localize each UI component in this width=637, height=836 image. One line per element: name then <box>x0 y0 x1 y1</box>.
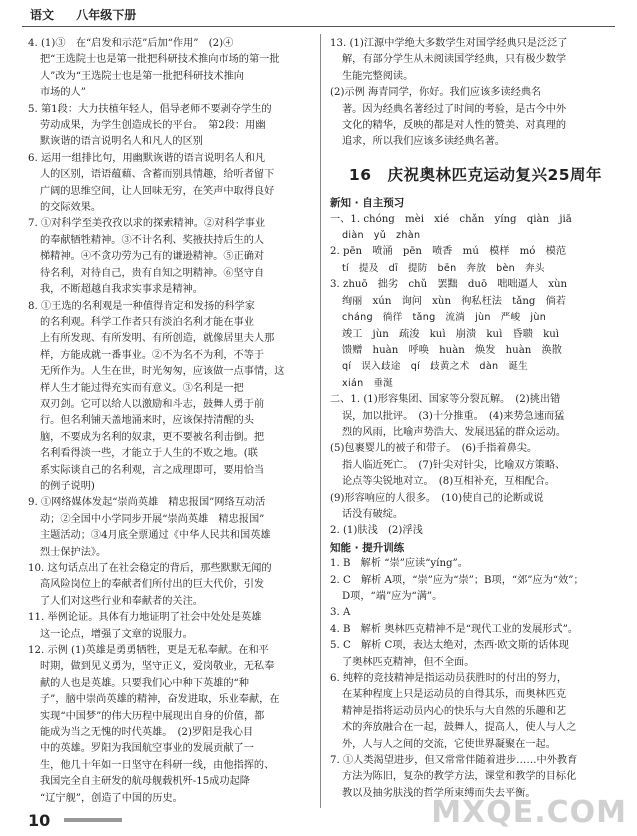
text-line: 追求，所以我们应该多读经典名著。 <box>342 136 505 148</box>
text-line: 我国完全自主研发的航母舰载机歼-15成功起降 <box>40 776 250 788</box>
text-line: 名利看得淡一些，才能立于人生的不败之地。(联 <box>40 448 258 460</box>
text-line: 行。但名利铺天盖地涌来时，应该保持清醒的头 <box>40 415 254 427</box>
text-line: 术的奔放融合在一起，鼓舞人，提高人，使人与人之 <box>342 722 577 734</box>
text-line: 的名利观。科学工作者只有淡泊名利才能在事业 <box>40 316 254 328</box>
text-line: 指人临近死亡。 (7)针尖对针尖，比喻双方策略、 <box>342 459 566 471</box>
text-line: 竣工 jùn 疏浚 kuì 崩溃 kuì 昏聩 kuì <box>342 328 560 340</box>
text-line: 劳动成果，为学生创造成长的平台。 第2段：用幽 <box>40 120 266 132</box>
text-line: 的奉献牺牲精神。③不计名利、奖掖扶持后生的人 <box>40 234 265 246</box>
column-divider <box>320 34 321 808</box>
text-line: 方法为陈旧，复杂的教学方法，课堂和教学的目标化 <box>342 771 577 783</box>
right-column <box>330 36 621 802</box>
text-line: 人”改为“王选院士也是第一批把科研技术推向 <box>40 70 244 82</box>
text-line: 6. 纯粹的竞技精神是指运动员获胜时的付出的努力， <box>330 673 568 685</box>
text-line: (9)形容响应的人很多。 (10)使自己的论断或说 <box>330 492 544 504</box>
text-line: 样，方能成就一番事业。②不为名不为利，不等于 <box>40 349 265 361</box>
text-line: 能成为当之无愧的时代英雄。 (2)罗阳是我心目 <box>40 727 254 739</box>
text-line: 默诙谐的语言说明名人和凡人的区别 <box>40 136 203 148</box>
preview-answers <box>330 212 621 540</box>
text-line: 待名利，对待自己，贵有自知之明精神。⑥坚守自 <box>40 267 265 279</box>
text-line: qí 误入歧途 qí 歧黄之术 dàn 诞生 <box>342 361 529 373</box>
text-line: 生，他几十年如一日坚守在科研一线，由他指挥的、 <box>40 759 275 771</box>
text-line: 的例子说明) <box>40 480 95 492</box>
text-line: 生能完整阅读。 <box>342 70 414 82</box>
text-line: 4. B 解析 奥林匹克精神不是“现代工业的发展形式”。 <box>330 623 579 635</box>
footer-bar <box>64 818 122 822</box>
text-line: 广阔的思维空间，让人回味无穷，在笑声中取得良好 <box>40 185 275 197</box>
text-line: 上有所发现、有所发明、有所创造，就像居里夫人那 <box>40 333 275 345</box>
text-line: 话没有破绽。 <box>342 508 404 520</box>
subsection-training: 知能 · 提升训练 <box>330 541 405 554</box>
training-answers <box>330 556 621 802</box>
text-line: xián 垂涎 <box>342 377 394 389</box>
text-line: 系实际谈自己的名利观，言之成理即可，要用恰当 <box>40 464 265 476</box>
text-line: 的交际效果。 <box>40 202 102 214</box>
text-line: 了奥林匹克精神，但不全面。 <box>342 656 475 668</box>
text-line: (5)包裹婴儿的被子和带子。 (6)手指着鼻尖。 <box>330 443 538 455</box>
text-line: 这一论点，增强了文章的说服力。 <box>40 628 193 640</box>
text-line: 脑，不要成为名利的奴隶，更不要被名利击倒。把 <box>40 431 265 443</box>
text-line: 2. C 解析 A项，“崇”应为“崇”；B项，“郊”应为“效”； <box>330 574 584 586</box>
text-line: 解，有部分学生从未阅读国学经典，只有极少数学 <box>342 54 567 66</box>
text-line: 7. ①对科学至美孜孜以求的探索精神。②对科学事业 <box>28 218 266 230</box>
text-line: 7. ①人类渴望进步，但又常常伴随着进步……中外教育 <box>330 755 578 767</box>
text-line: 9. ①网络媒体发起“崇尚英雄 精忠报国”网络互动活 <box>28 497 266 509</box>
left-column <box>28 36 319 807</box>
text-line: 1. B 解析 “崇”应读“yíng”。 <box>330 558 468 570</box>
text-line: 中的英雄。罗阳为我国航空事业的发展贡献了一 <box>40 743 254 755</box>
text-line: 教以及抽劣肤浅的哲学所束缚而失去平衡。 <box>342 787 536 799</box>
text-line: 把“王选院士也是第一批把科研技术推向市场的第一批 <box>40 54 280 66</box>
text-line: 实现“中国梦”的伟大历程中展现出自身的价值，都 <box>40 710 265 722</box>
text-line: “辽宁舰”，创造了中国的历史。 <box>40 792 183 804</box>
text-line: 6. 运用一组排比句，用幽默诙谐的语言说明名人和凡 <box>28 152 266 164</box>
text-line: 无所作为。人生在世，时光匆匆，应该做一点事情，这 <box>40 366 285 378</box>
answer-block-13 <box>330 36 621 151</box>
text-line: 高风险岗位上的奉献者们所付出的巨大代价，引发 <box>40 579 265 591</box>
text-line: 二、1. (1)形容集团、国家等分裂瓦解。 (2)挑出错 <box>330 394 561 406</box>
text-line: 2. (1)肤浅 (2)浮浅 <box>330 525 423 537</box>
text-line: 时期，做到见义勇为，坚守正义，爱岗敬业，无私奉 <box>40 661 275 673</box>
text-line: 在某种程度上只是运动员的自得其乐，而奥林匹克 <box>342 689 567 701</box>
text-line: 双刃剑。它可以给人以激励和斗志，鼓舞人勇于前 <box>40 398 265 410</box>
text-line: 烈士保护法》。 <box>40 546 107 558</box>
text-line: 5. C 解析 C项，表达太绝对，杰西·欧文斯的话体现 <box>330 640 569 652</box>
text-line: 子”，脑中崇尚英雄的精神，奋发进取，乐业奉献，在 <box>40 694 280 706</box>
text-line: 8. ①王选的名利观是一种值得肯定和发扬的科学家 <box>28 300 255 312</box>
text-line: diàn yǔ zhàn <box>342 230 421 242</box>
section-title: 16 庆祝奥林匹克运动复兴25周年 <box>348 165 603 184</box>
text-line: 10. 这句话点出了在社会稳定的背后，那些默默无闻的 <box>28 563 272 574</box>
text-line: 主题活动；③4月底全票通过《中华人民共和国英雄 <box>40 530 271 542</box>
text-line: 文化的精华，反映的都是对人性的赞美、对真理的 <box>342 120 567 132</box>
text-line: 4. (1)③ 在“启发和示范”后加“作用” (2)④ <box>28 38 234 49</box>
text-line: 绚丽 xún 询问 xùn 徇私枉法 tǎng 倘若 <box>342 295 566 307</box>
text-line: 11. 举例论证。具体有力地证明了社会中处处是英雄 <box>28 612 262 624</box>
subject-label: 语文 <box>30 8 55 22</box>
page-number: 10 <box>28 811 51 830</box>
text-line: 3. A <box>330 607 351 619</box>
watermark: MXQE.COM <box>431 795 627 830</box>
page-header <box>30 6 154 23</box>
text-line: 3. zhuō 拙劣 chǔ 罢黜 duō 咄咄逼人 xùn <box>330 279 568 291</box>
text-line: 论点等尖锐地对立。 (8)互相补充，互相配合。 <box>342 476 556 488</box>
text-line: 我，不断超越自我求实事求是精神。 <box>40 284 203 296</box>
text-line: 12. 示例 (1)英雄是勇勇牺牲，更是无私奉献。在和平 <box>28 645 269 657</box>
text-line: 人的区别，语语蕴藉、含蓄而别具情趣，给听者留下 <box>40 169 275 181</box>
text-line: 13. (1)江源中学绝大多数学生对国学经典只是泛泛了 <box>330 38 568 49</box>
text-line: 外，人与人之间的交流，它使世界凝聚在一起。 <box>342 738 556 750</box>
text-line: 市场的人” <box>40 87 86 99</box>
text-line: tí 提及 dī 提防 bēn 奔放 bèn 奔头 <box>342 262 545 274</box>
text-line: 著。因为经典名著经过了时间的考验，是古今中外 <box>342 103 567 115</box>
text-line: 5. 第1段：大力扶植年轻人，倡导老师不要剥夺学生的 <box>28 103 272 115</box>
text-line: 一、1. chóng mèi xié chǎn yíng qiàn jiā <box>330 213 572 225</box>
text-line: 精神是指将运动员内心的快乐与大自然的乐趣和艺 <box>342 705 567 717</box>
header-rule <box>22 26 615 27</box>
text-line: 献的人也是英雄。只要我们心中种下英雄的“种 <box>40 677 249 689</box>
text-line: 梯精神。④不贪功劳为己有的谦逊精神。⑤正确对 <box>40 251 265 263</box>
subsection-preview: 新知 · 自主预习 <box>330 197 405 210</box>
text-line: (2)示例 海青同学，你好。我们应该多读经典名 <box>330 87 542 99</box>
text-line: 误，加以批评。 (3)十分推重。 (4)来势急速而猛 <box>342 410 565 422</box>
text-line: D项，“端”应为“满”。 <box>342 591 443 602</box>
text-line: 2. pēn 喷涌 pēn 喷香 mú 模样 mó 模范 <box>330 246 567 258</box>
grade-label: 八年级下册 <box>76 8 137 22</box>
text-line: cháng 徜徉 tǎng 流淌 jùn 严峻 jùn <box>342 312 547 324</box>
text-line: 烈的风雨，比喻声势浩大、发展迅猛的群众运动。 <box>342 426 567 438</box>
text-line: 样人生才能过得充实而有意义。③名利是一把 <box>40 382 244 394</box>
text-line: 了人们对这些行业和奉献者的关注。 <box>40 595 203 607</box>
text-line: 馈赠 huàn 呼唤 huàn 焕发 huàn 涣散 <box>342 344 562 356</box>
text-line: 动；②全国中小学同步开展“崇尚英雄 精忠报国” <box>40 513 265 525</box>
